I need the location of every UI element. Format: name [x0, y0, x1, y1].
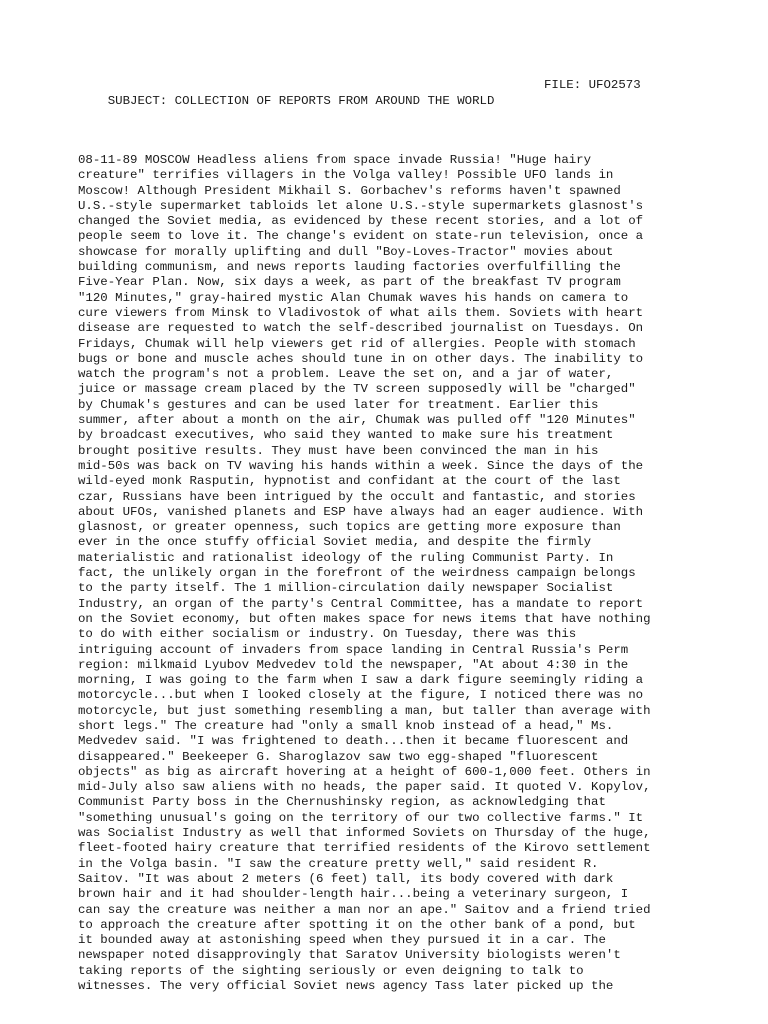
body-line: in the Volga basin. "I saw the creature pretty well," said resident R.: [78, 856, 599, 871]
body-line: short legs." The creature had "only a small knob instead of a head," Ms.: [78, 718, 614, 733]
body-line: mid-50s was back on TV waving his hands within a week. Since the days of the: [78, 458, 644, 473]
body-line: juice or massage cream placed by the TV screen supposedly will be "charged": [78, 382, 636, 397]
body-line: was Socialist Industry as well that informed Soviets on Thursday of the huge,: [78, 826, 651, 841]
body-line: "120 Minutes," gray-haired mystic Alan Chumak waves his hands on camera to: [78, 290, 629, 305]
body-line: watch the program's not a problem. Leave the set on, and a jar of water,: [78, 367, 614, 382]
body-line: Industry, an organ of the party's Central Committee, has a mandate to report: [78, 596, 644, 611]
body-line: showcase for morally uplifting and dull "Boy-Loves-Tractor" movies about: [78, 244, 614, 259]
body-line: intriguing account of invaders from space landing in Central Russia's Perm: [78, 642, 629, 657]
body-line: mid-July also saw aliens with no heads, the paper said. It quoted V. Kopylov,: [78, 780, 651, 795]
body-line: wild-eyed monk Rasputin, hypnotist and confidant at the court of the last: [78, 474, 621, 489]
body-line: Moscow! Although President Mikhail S. Gorbachev's reforms haven't spawned: [78, 183, 621, 198]
body-line: region: milkmaid Lyubov Medvedev told the newspaper, "At about 4:30 in the: [78, 657, 629, 672]
body-line: 08-11-89 MOSCOW Headless aliens from space invade Russia! "Huge hairy: [78, 153, 592, 167]
body-line: about UFOs, vanished planets and ESP have always had an eager audience. With: [78, 504, 644, 519]
body-line: motorcycle...but when I looked closely at the figure, I noticed there was no: [78, 688, 644, 703]
body-line: fact, the unlikely organ in the forefront of the weirdness campaign belongs: [78, 566, 636, 581]
body-line: to do with either socialism or industry. On Tuesday, there was this: [78, 627, 577, 642]
body-line: bugs or bone and muscle aches should tune in on other days. The inability to: [78, 351, 644, 366]
body-line: brown hair and it had shoulder-length hair...being a veterinary surgeon, I: [78, 887, 629, 902]
body-line: objects" as big as aircraft hovering at a height of 600-1,000 feet. Others in: [78, 764, 651, 779]
body-line: "something unusual's going on the territory of our two collective farms." It: [78, 810, 644, 825]
body-line: to approach the creature after spotting it on the other bank of a pond, but: [78, 917, 636, 932]
body-line: Fridays, Chumak will help viewers get rid of allergies. People with stomach: [78, 336, 636, 351]
body-line: people seem to love it. The change's evident on state-run television, once a: [78, 229, 644, 244]
body-line: disappeared." Beekeeper G. Sharoglazov saw two egg-shaped "fluorescent: [78, 749, 599, 764]
body-line: changed the Soviet media, as evidenced by these recent stories, and a lot of: [78, 214, 644, 229]
document-header: [78, 77, 718, 141]
body-line: to the party itself. The 1 million-circulation daily newspaper Socialist: [78, 581, 614, 596]
body-line: glasnost, or greater openness, such topics are getting more exposure than: [78, 520, 621, 535]
body-line: by Chumak's gestures and can be used later for treatment. Earlier this: [78, 397, 599, 412]
body-line: disease are requested to watch the self-described journalist on Tuesdays. On: [78, 321, 644, 336]
body-line: Saitov. "It was about 2 meters (6 feet) tall, its body covered with dark: [78, 871, 614, 886]
file-id: FILE: UFO2573: [544, 78, 641, 92]
body-line: newspaper noted disapprovingly that Saratov University biologists weren't: [78, 948, 621, 963]
body-line: motorcycle, but just something resembling a man, but taller than average with: [78, 703, 651, 718]
body-line: creature" terrifies villagers in the Volga valley! Possible UFO lands in: [78, 168, 614, 183]
body-line: building communism, and news reports lauding factories overfulfilling the: [78, 260, 621, 275]
body-line: by broadcast executives, who said they wanted to make sure his treatment: [78, 428, 614, 443]
body-line: materialistic and rationalist ideology of the ruling Communist Party. In: [78, 550, 614, 565]
body-line: czar, Russians have been intrigued by the occult and fantastic, and stories: [78, 489, 636, 504]
body-line: summer, after about a month on the air, Chumak was pulled off "120 Minutes": [78, 413, 636, 428]
subject-line: SUBJECT: COLLECTION OF REPORTS FROM AROUND THE WORLD: [107, 94, 495, 108]
body-line: brought positive results. They must have been convinced the man in his: [78, 443, 599, 458]
body-line: Communist Party boss in the Chernushinsky region, as acknowledging that: [78, 795, 606, 810]
body-line: it bounded away at astonishing speed when they pursued it in a car. The: [78, 933, 606, 948]
body-line: Medvedev said. "I was frightened to death...then it became fluorescent and: [78, 734, 629, 749]
body-line: Five-Year Plan. Now, six days a week, as part of the breakfast TV program: [78, 275, 621, 290]
body-line: witnesses. The very official Soviet news agency Tass later picked up the: [78, 979, 614, 994]
body-line: fleet-footed hairy creature that terrified residents of the Kirovo settlement: [78, 841, 651, 856]
body-line: taking reports of the sighting seriously or even deigning to talk to: [78, 963, 584, 978]
body-line: ever in the once stuffy official Soviet media, and despite the firmly: [78, 535, 592, 550]
body-line: U.S.-style supermarket tabloids let alone U.S.-style supermarkets glasnost's: [78, 198, 644, 213]
body-line: morning, I was going to the farm when I saw a dark figure seemingly riding a: [78, 673, 644, 688]
report-body: [78, 153, 718, 994]
body-line: can say the creature was neither a man nor an ape." Saitov and a friend tried: [78, 902, 651, 917]
body-line: on the Soviet economy, but often makes space for news items that have nothing: [78, 611, 651, 626]
body-line: cure viewers from Minsk to Vladivostok of what ails them. Soviets with heart: [78, 305, 644, 320]
